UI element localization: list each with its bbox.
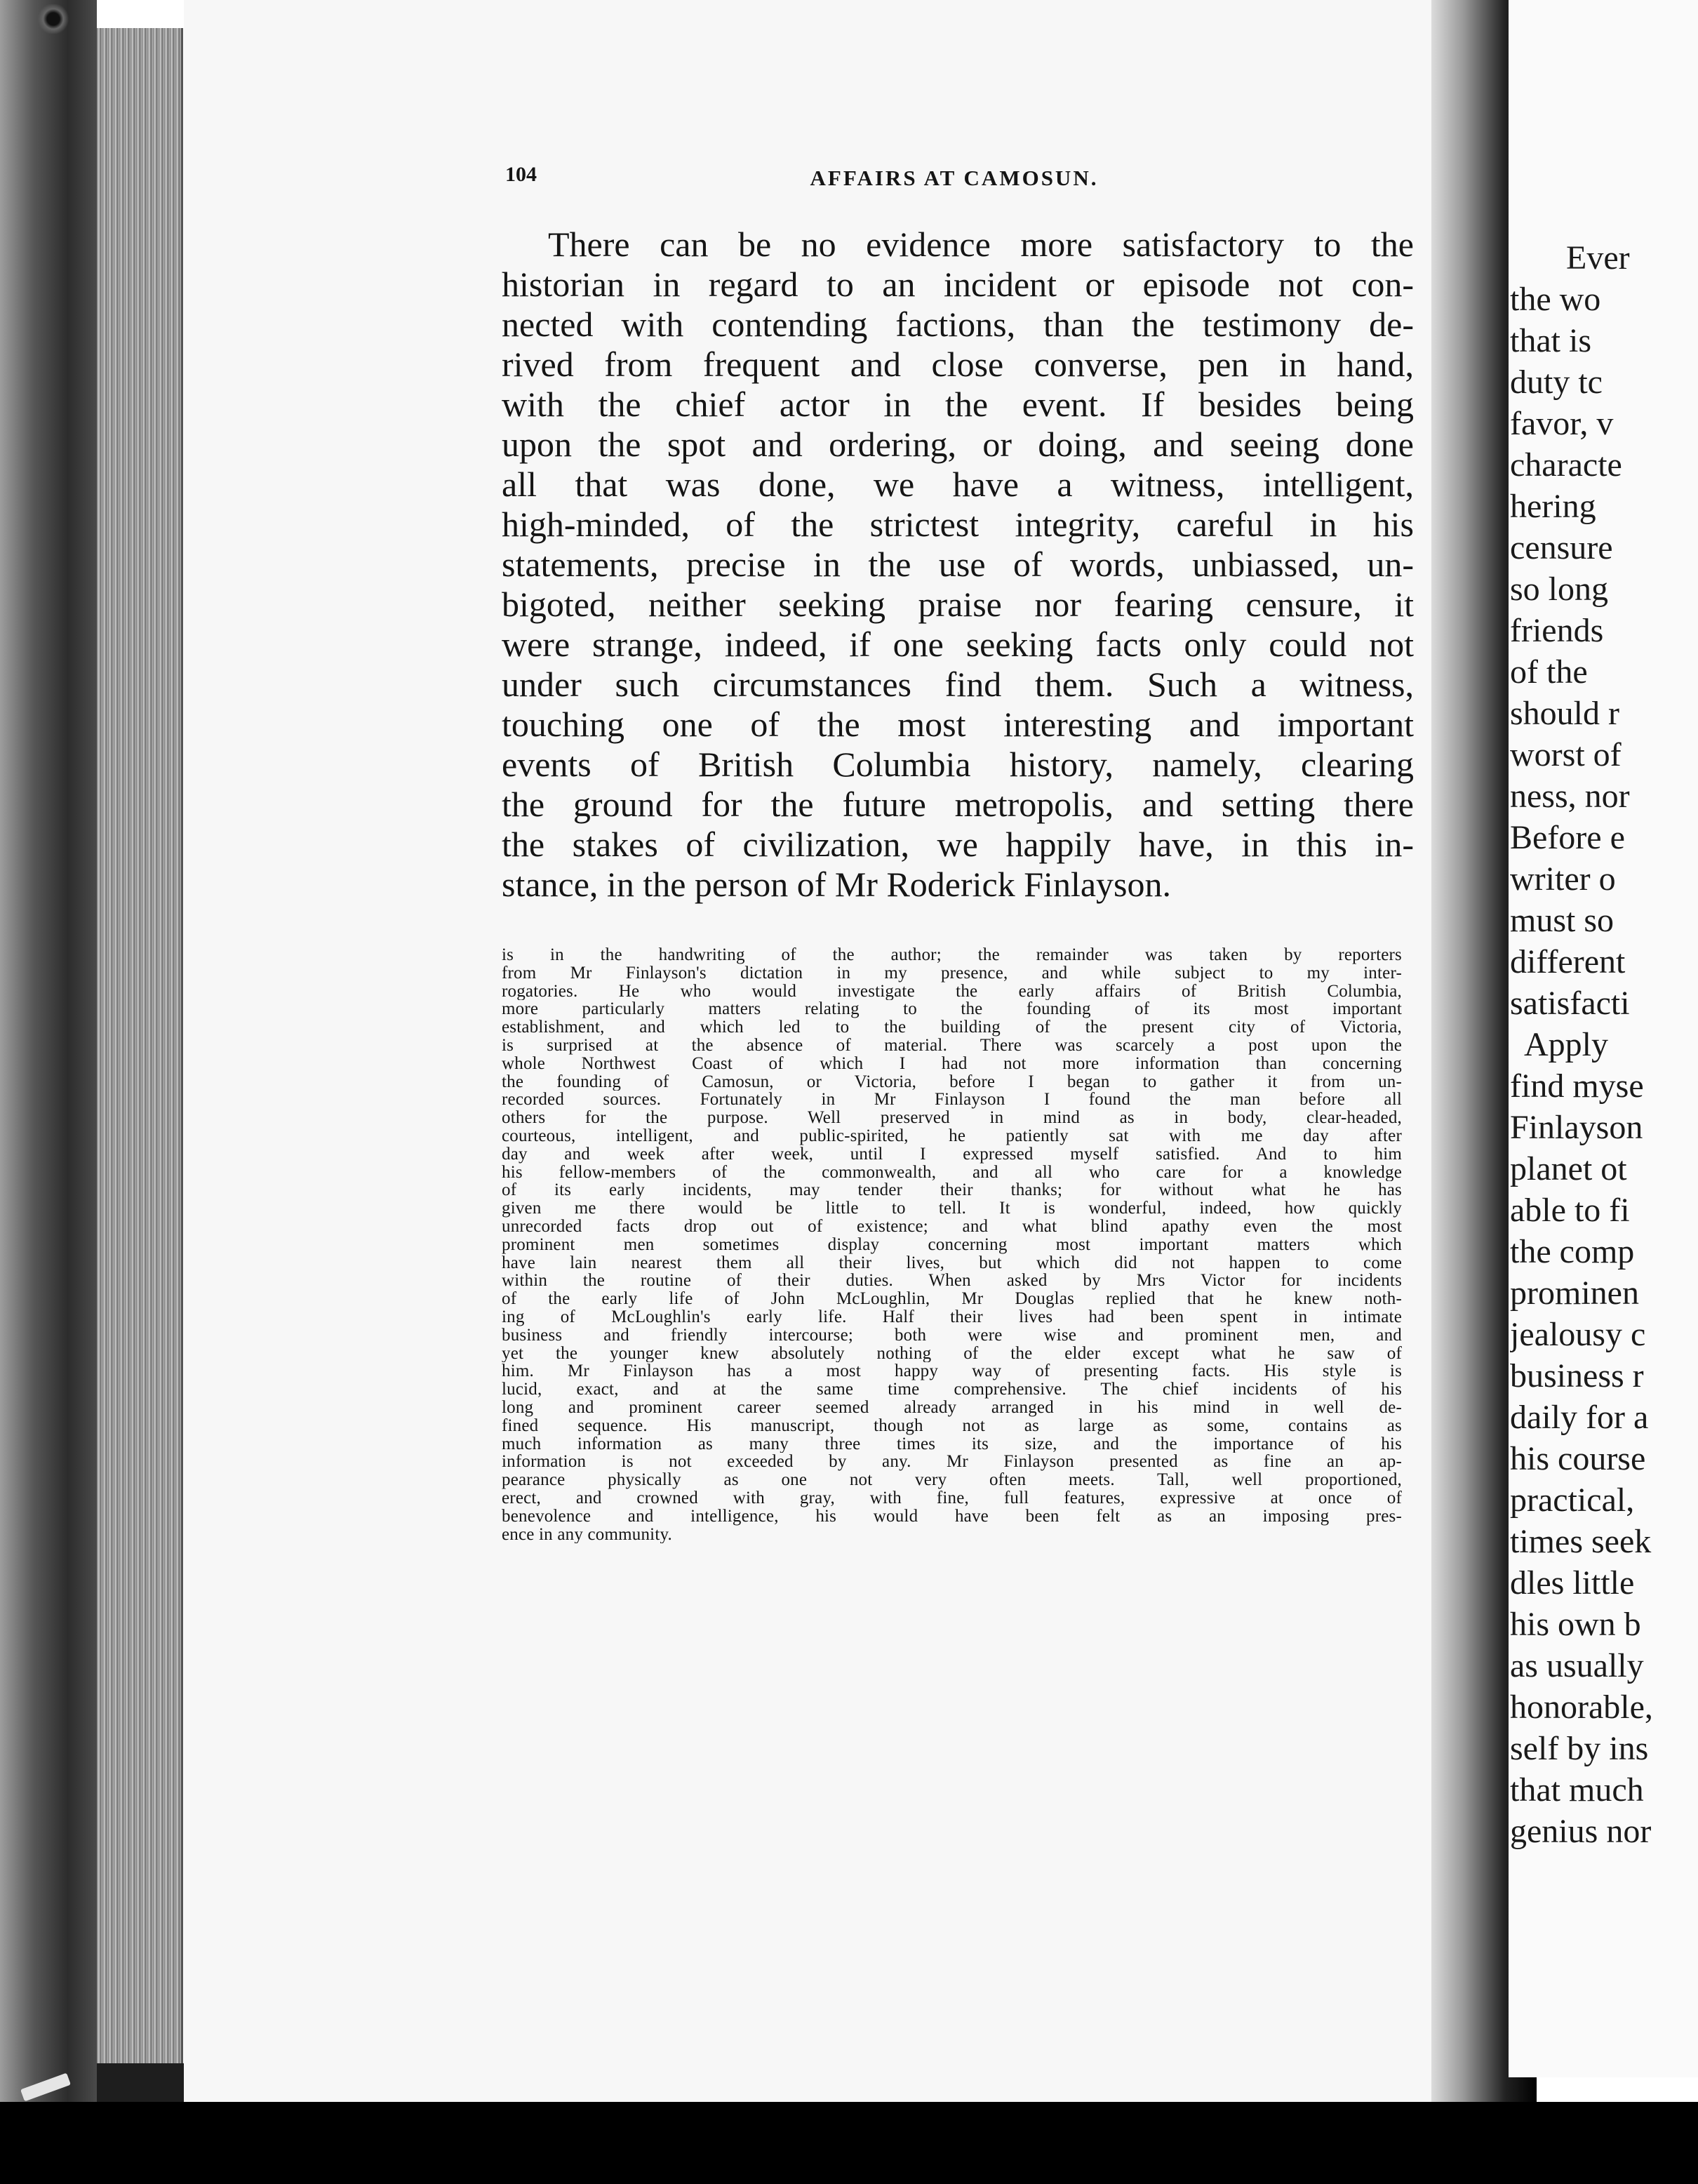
text-line: nected with contending factions, than the testimony de- [502, 305, 1414, 344]
text-line: Ever [1566, 239, 1630, 277]
footnote [502, 946, 1402, 1543]
book-spine-shadow [0, 0, 97, 2184]
text-line: touching one of the most interesting and important [502, 705, 1414, 744]
text-line: stance, in the person of Mr Roderick Finlayson. [502, 865, 1171, 904]
text-line: courteous, intelligent, and public-spirited, he patiently sat with me day after [502, 1126, 1402, 1145]
text-line: Apply [1524, 1026, 1608, 1063]
scan-border [0, 2102, 1698, 2184]
text-line: ing of McLoughlin's early life. Half their lives had been spent in intimate [502, 1307, 1402, 1326]
text-line: satisfacti [1510, 985, 1630, 1022]
text-line: characte [1510, 446, 1622, 484]
text-line: planet ot [1510, 1150, 1627, 1187]
main-paragraph [502, 225, 1414, 905]
text-line: that is [1510, 322, 1591, 359]
text-line: unrecorded facts drop out of existence; and what blind apathy even the most [502, 1217, 1402, 1236]
right-page-text [1510, 237, 1698, 1879]
text-line: must so [1510, 902, 1615, 939]
text-line: hering [1510, 488, 1596, 525]
text-line: more particularly matters relating to the founding of its most important [502, 1000, 1402, 1019]
text-line: erect, and crowned with gray, with fine, full features, expressive at once of [502, 1489, 1402, 1507]
text-line: the comp [1510, 1233, 1635, 1270]
text-line: lucid, exact, and at the same time comprehensive. The chief incidents of his [502, 1380, 1402, 1399]
text-line: find myse [1510, 1067, 1644, 1105]
text-line: others for the purpose. Well preserved in mind as in body, clear-headed, [502, 1109, 1402, 1127]
text-line: worst of [1510, 736, 1622, 773]
text-line: historian in regard to an incident or episode not con- [502, 265, 1414, 304]
text-line: of the [1510, 653, 1588, 691]
page-number: 104 [505, 163, 537, 186]
page-edges-bottom [97, 2063, 188, 2105]
text-line: bigoted, neither seeking praise nor fearing censure, it [502, 585, 1414, 624]
text-line: under such circumstances find them. Such a witness, [502, 665, 1414, 704]
text-line: statements, precise in the use of words, unbiassed, un- [502, 545, 1414, 584]
text-line: dles little [1510, 1564, 1635, 1602]
text-line: the wo [1510, 281, 1601, 318]
text-line: high-minded, of the strictest integrity, careful in his [502, 505, 1414, 544]
text-line: prominen [1510, 1274, 1639, 1312]
page-edges [97, 28, 183, 2105]
text-line: events of British Columbia history, namely, clearing [502, 745, 1414, 784]
text-line: the founding of Camosun, or Victoria, before I began to gather it from un- [502, 1072, 1402, 1091]
text-line: duty tc [1510, 364, 1603, 401]
text-line: of the early life of John McLoughlin, Mr Douglas replied that he knew noth- [502, 1290, 1402, 1308]
text-line: whole Northwest Coast of which I had not more information than concerning [502, 1054, 1402, 1073]
text-line: his fellow-members of the commonwealth, and all who care for a knowledge [502, 1163, 1402, 1182]
text-line: business and friendly intercourse; both were wise and prominent men, and [502, 1326, 1402, 1345]
text-line: fined sequence. His manuscript, though not as large as some, contains as [502, 1416, 1402, 1435]
text-line: establishment, and which led to the building of the present city of Victoria, [502, 1018, 1402, 1037]
text-line: rogatories. He who would investigate the early affairs of British Columbia, [502, 982, 1402, 1001]
text-line: his course [1510, 1440, 1646, 1477]
text-line: writer o [1510, 860, 1616, 898]
text-line: honorable, [1510, 1689, 1653, 1726]
text-line: pearance physically as one not very often meets. Tall, well proportioned, [502, 1471, 1402, 1489]
text-line: long and prominent career seemed already arranged in his mind in well de- [502, 1398, 1402, 1417]
text-line: jealousy c [1510, 1316, 1646, 1353]
text-line: from Mr Finlayson's dictation in my presence, and while subject to my inter- [502, 964, 1402, 983]
text-line: ence in any community. [502, 1525, 672, 1544]
text-line: should r [1510, 695, 1619, 732]
text-line: daily for a [1510, 1399, 1649, 1436]
text-line: self by ins [1510, 1730, 1649, 1767]
text-line: day and week after week, until I expressed myself satisfied. And to him [502, 1145, 1402, 1164]
text-line: the stakes of civilization, we happily have, in this in- [502, 825, 1414, 864]
text-line: of its early incidents, may tender their thanks; for without what he has [502, 1181, 1402, 1200]
text-line: so long [1510, 571, 1609, 608]
text-line: times seek [1510, 1523, 1652, 1560]
text-line: Before e [1510, 819, 1625, 856]
text-line: business r [1510, 1357, 1644, 1394]
text-line: practical, [1510, 1481, 1635, 1519]
text-line: upon the spot and ordering, or doing, and seeing done [502, 425, 1414, 464]
text-line: Finlayson [1510, 1109, 1643, 1146]
text-line: recorded sources. Fortunately in Mr Finlayson I found the man before all [502, 1091, 1402, 1110]
text-line: given me there would be little to tell. It is wonderful, indeed, how quickly [502, 1199, 1402, 1218]
text-line: him. Mr Finlayson has a most happy way of presenting facts. His style is [502, 1362, 1402, 1381]
scan-blemish [36, 4, 70, 34]
text-line: able to fi [1510, 1192, 1630, 1229]
text-line: ness, nor [1510, 778, 1630, 815]
running-head: AFFAIRS AT CAMOSUN. [810, 166, 1099, 190]
text-line: is surprised at the absence of material. There was scarcely a post upon the [502, 1036, 1402, 1055]
text-line: There can be no evidence more satisfactory to the [548, 225, 1414, 264]
text-line: benevolence and intelligence, his would have been felt as an imposing pres- [502, 1507, 1402, 1526]
text-line: information is not exceeded by any. Mr Finlayson presented as fine an ap- [502, 1453, 1402, 1472]
text-line: prominent men sometimes display concerning most important matters which [502, 1235, 1402, 1254]
text-line: were strange, indeed, if one seeking facts only could not [502, 625, 1414, 664]
text-line: friends [1510, 612, 1604, 649]
text-line: have lain nearest them all their lives, but which did not happen to come [502, 1253, 1402, 1272]
text-line: genius nor [1510, 1813, 1652, 1850]
text-line: his own b [1510, 1606, 1641, 1643]
text-line: censure [1510, 529, 1613, 566]
text-line: all that was done, we have a witness, intelligent, [502, 465, 1414, 504]
text-line: favor, v [1510, 405, 1614, 442]
text-line: yet the younger knew absolutely nothing of the elder except what he saw of [502, 1344, 1402, 1363]
text-line: with the chief actor in the event. If besides being [502, 385, 1414, 424]
text-line: as usually [1510, 1647, 1644, 1684]
text-line: that much [1510, 1771, 1644, 1809]
text-line: rived from frequent and close converse, pen in hand, [502, 345, 1414, 384]
text-line: different [1510, 943, 1626, 980]
text-line: within the routine of their duties. When asked by Mrs Victor for incidents [502, 1272, 1402, 1291]
text-line: is in the handwriting of the author; the remainder was taken by reporters [502, 946, 1402, 964]
text-line: much information as many three times its size, and the importance of his [502, 1434, 1402, 1453]
text-line: the ground for the future metropolis, and setting there [502, 785, 1414, 824]
